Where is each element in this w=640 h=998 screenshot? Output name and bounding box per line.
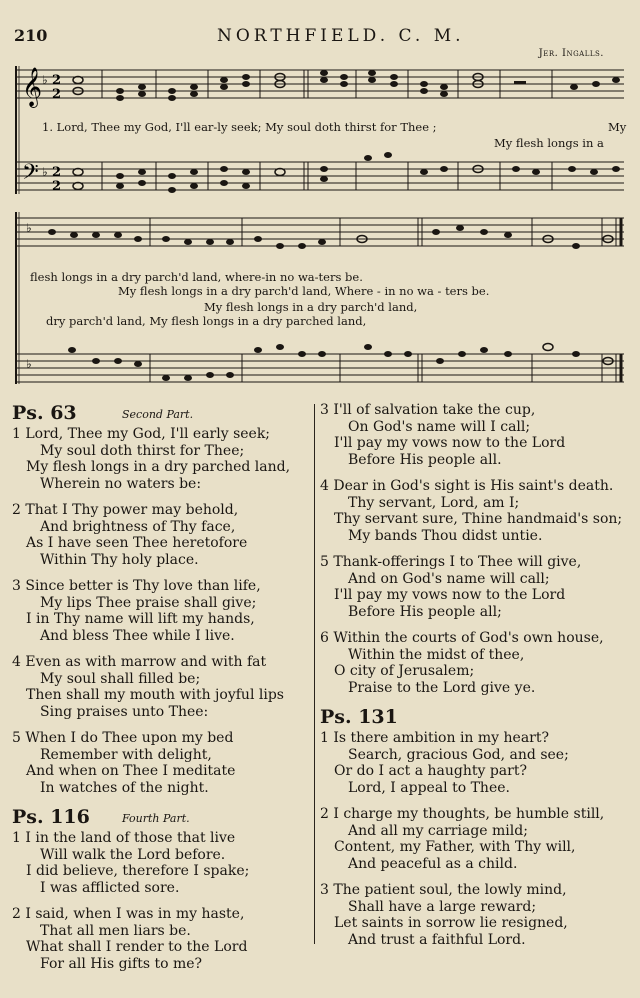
verse-line: Lord, I appeal to Thee.	[348, 779, 510, 796]
verse-line: I'll pay my vows now to the Lord	[334, 435, 566, 451]
music-system-2	[12, 208, 628, 390]
verse-line: And peaceful as a child.	[348, 855, 518, 872]
right-column	[320, 402, 632, 958]
verse-line: Content, my Father, with Thy will,	[334, 839, 576, 855]
verse-line: Praise to the Lord give ye.	[348, 679, 536, 696]
verse-line: What shall I render to the Lord	[26, 939, 248, 955]
verse-line: As I have seen Thee heretofore	[26, 535, 248, 551]
lyric-line-c: My flesh longs in a dry parch'd land,	[204, 300, 418, 314]
page-number: 210	[14, 26, 48, 45]
psalm-heading	[12, 806, 310, 830]
treble-notes	[73, 70, 620, 101]
verse-line: My lips Thee praise shall give;	[40, 594, 257, 611]
verse-line: Then shall my mouth with joyful lips	[26, 687, 284, 703]
psalm-heading	[12, 402, 310, 426]
verse-line: Shall have a large reward;	[348, 898, 537, 915]
verse-line: And trust a faithful Lord.	[348, 931, 526, 948]
svg-text:2: 2	[52, 179, 62, 194]
verse-line: Search, gracious God, and see;	[348, 746, 569, 763]
psalm-part: Second Part.	[122, 408, 194, 421]
verse-line: 5 Thank-offerings I to Thee will give,	[320, 554, 582, 570]
column-divider	[314, 404, 315, 944]
music-system-1	[12, 62, 628, 202]
stanza	[12, 906, 310, 972]
verse-line: Let saints in sorrow lie resigned,	[334, 915, 568, 931]
verse-line: Thy servant sure, Thine handmaid's son;	[334, 511, 623, 527]
verse-line: 1 I in the land of those that live	[12, 830, 236, 846]
psalm-number: Ps. 63	[12, 402, 77, 424]
verse-line: And when on Thee I meditate	[26, 763, 236, 779]
verse-line: 3 The patient soul, the lowly mind,	[320, 882, 567, 898]
page-header	[12, 26, 632, 59]
verse-line: My soul doth thirst for Thee;	[40, 442, 245, 459]
verse-line: 4 Dear in God's sight is His saint's death.	[320, 478, 614, 494]
verse-line: I was afflicted sore.	[40, 879, 180, 896]
verse-line: 1 Lord, Thee my God, I'll early seek;	[12, 426, 271, 442]
verse-line: Before His people all;	[348, 603, 502, 620]
verse-line: 6 Within the courts of God's own house,	[320, 630, 604, 646]
svg-text:♭: ♭	[26, 357, 32, 371]
svg-text:2: 2	[52, 73, 62, 88]
stanza	[320, 554, 632, 620]
psalm-block	[12, 806, 310, 972]
verse-line: My bands Thou didst untie.	[348, 527, 543, 544]
verse-line: Thy servant, Lord, am I;	[348, 494, 520, 511]
verse-line: And bless Thee while I live.	[40, 627, 235, 644]
verse-line: That all men liars be.	[40, 922, 191, 939]
stanza	[320, 478, 632, 544]
svg-text:♭: ♭	[42, 73, 48, 87]
verse-line: And brightness of Thy face,	[40, 518, 236, 535]
bass-notes	[73, 152, 620, 193]
verse-line: My flesh longs in a dry parched land,	[26, 459, 291, 475]
svg-text:𝄞: 𝄞	[22, 67, 43, 107]
verse-line: Or do I act a haughty part?	[334, 763, 527, 779]
stanza	[320, 402, 632, 468]
lyric-line-d: dry parch'd land, My flesh longs in a dry parched land,	[46, 314, 367, 328]
verse-line: Will walk the Lord before.	[40, 846, 226, 863]
psalm-number: Ps. 131	[320, 706, 398, 728]
verse-line: I in Thy name will lift my hands,	[26, 611, 255, 627]
svg-text:𝄢: 𝄢	[22, 160, 39, 190]
verse-line: 3 Since better is Thy love than life,	[12, 578, 261, 594]
lyric-treble-1-end: My	[608, 120, 627, 134]
stanza	[320, 630, 632, 696]
svg-text:♭: ♭	[26, 221, 32, 235]
psalm-heading	[320, 706, 632, 730]
bass-staff	[16, 162, 624, 190]
svg-text:2: 2	[52, 87, 62, 102]
lyric-line-a: flesh longs in a dry parch'd land, where-in no wa-ters be.	[30, 270, 363, 284]
verse-line: Before His people all.	[348, 451, 502, 468]
stanza	[12, 830, 310, 896]
verse-line: On God's name will I call;	[348, 418, 531, 435]
stanza	[12, 730, 310, 796]
stanza	[12, 502, 310, 568]
verse-line: 5 When I do Thee upon my bed	[12, 730, 234, 746]
verse-line: 3 I'll of salvation take the cup,	[320, 402, 536, 418]
lyric-bass-1: My flesh longs in a	[494, 136, 604, 150]
treble-notes-2	[48, 225, 613, 249]
verse-line: Within Thy holy place.	[40, 551, 199, 568]
psalm-part: Fourth Part.	[122, 812, 190, 825]
stanza	[12, 654, 310, 720]
verse-line: Wherein no waters be:	[40, 475, 202, 492]
composer-credit: Jer. Ingalls.	[538, 48, 604, 59]
verse-line: I did believe, therefore I spake;	[26, 863, 250, 879]
verse-line: O city of Jerusalem;	[334, 663, 475, 679]
verse-line: Sing praises unto Thee:	[40, 703, 209, 720]
psalm-block	[320, 402, 632, 696]
verse-line: Within the midst of thee,	[348, 646, 525, 663]
psalm-number: Ps. 116	[12, 806, 90, 828]
verse-line: 1 Is there ambition in my heart?	[320, 730, 549, 746]
stanza	[320, 730, 632, 796]
verse-line: For all His gifts to me?	[40, 955, 203, 972]
verse-line: 2 I said, when I was in my haste,	[12, 906, 245, 922]
stanza	[12, 578, 310, 644]
svg-text:2: 2	[52, 165, 62, 180]
verse-line: And all my carriage mild;	[348, 822, 528, 839]
lyric-treble-1: 1. Lord, Thee my God, I'll ear-ly seek; My soul doth thirst for Thee ;	[42, 120, 437, 134]
verse-line: And on God's name will call;	[348, 570, 550, 587]
tune-title: NORTHFIELD. C. M.	[217, 26, 465, 46]
stanza	[320, 882, 632, 948]
bass-staff-2	[16, 354, 624, 382]
verse-line: I'll pay my vows now to the Lord	[334, 587, 566, 603]
svg-text:♭: ♭	[42, 165, 48, 179]
left-column	[12, 402, 310, 982]
verse-line: In watches of the night.	[40, 779, 209, 796]
psalm-block	[12, 402, 310, 796]
music-staves-2	[12, 208, 628, 390]
stanza	[12, 426, 310, 492]
treble-staff	[16, 70, 624, 98]
verse-line: 4 Even as with marrow and with fat	[12, 654, 267, 670]
verse-line: Remember with delight,	[40, 746, 212, 763]
verse-line: 2 That I Thy power may behold,	[12, 502, 239, 518]
lyric-line-b: My flesh longs in a dry parch'd land, Where - in no wa - ters be.	[118, 284, 490, 298]
psalm-block	[320, 706, 632, 948]
verse-line: My soul shall filled be;	[40, 670, 201, 687]
verse-line: 2 I charge my thoughts, be humble still,	[320, 806, 605, 822]
stanza	[320, 806, 632, 872]
